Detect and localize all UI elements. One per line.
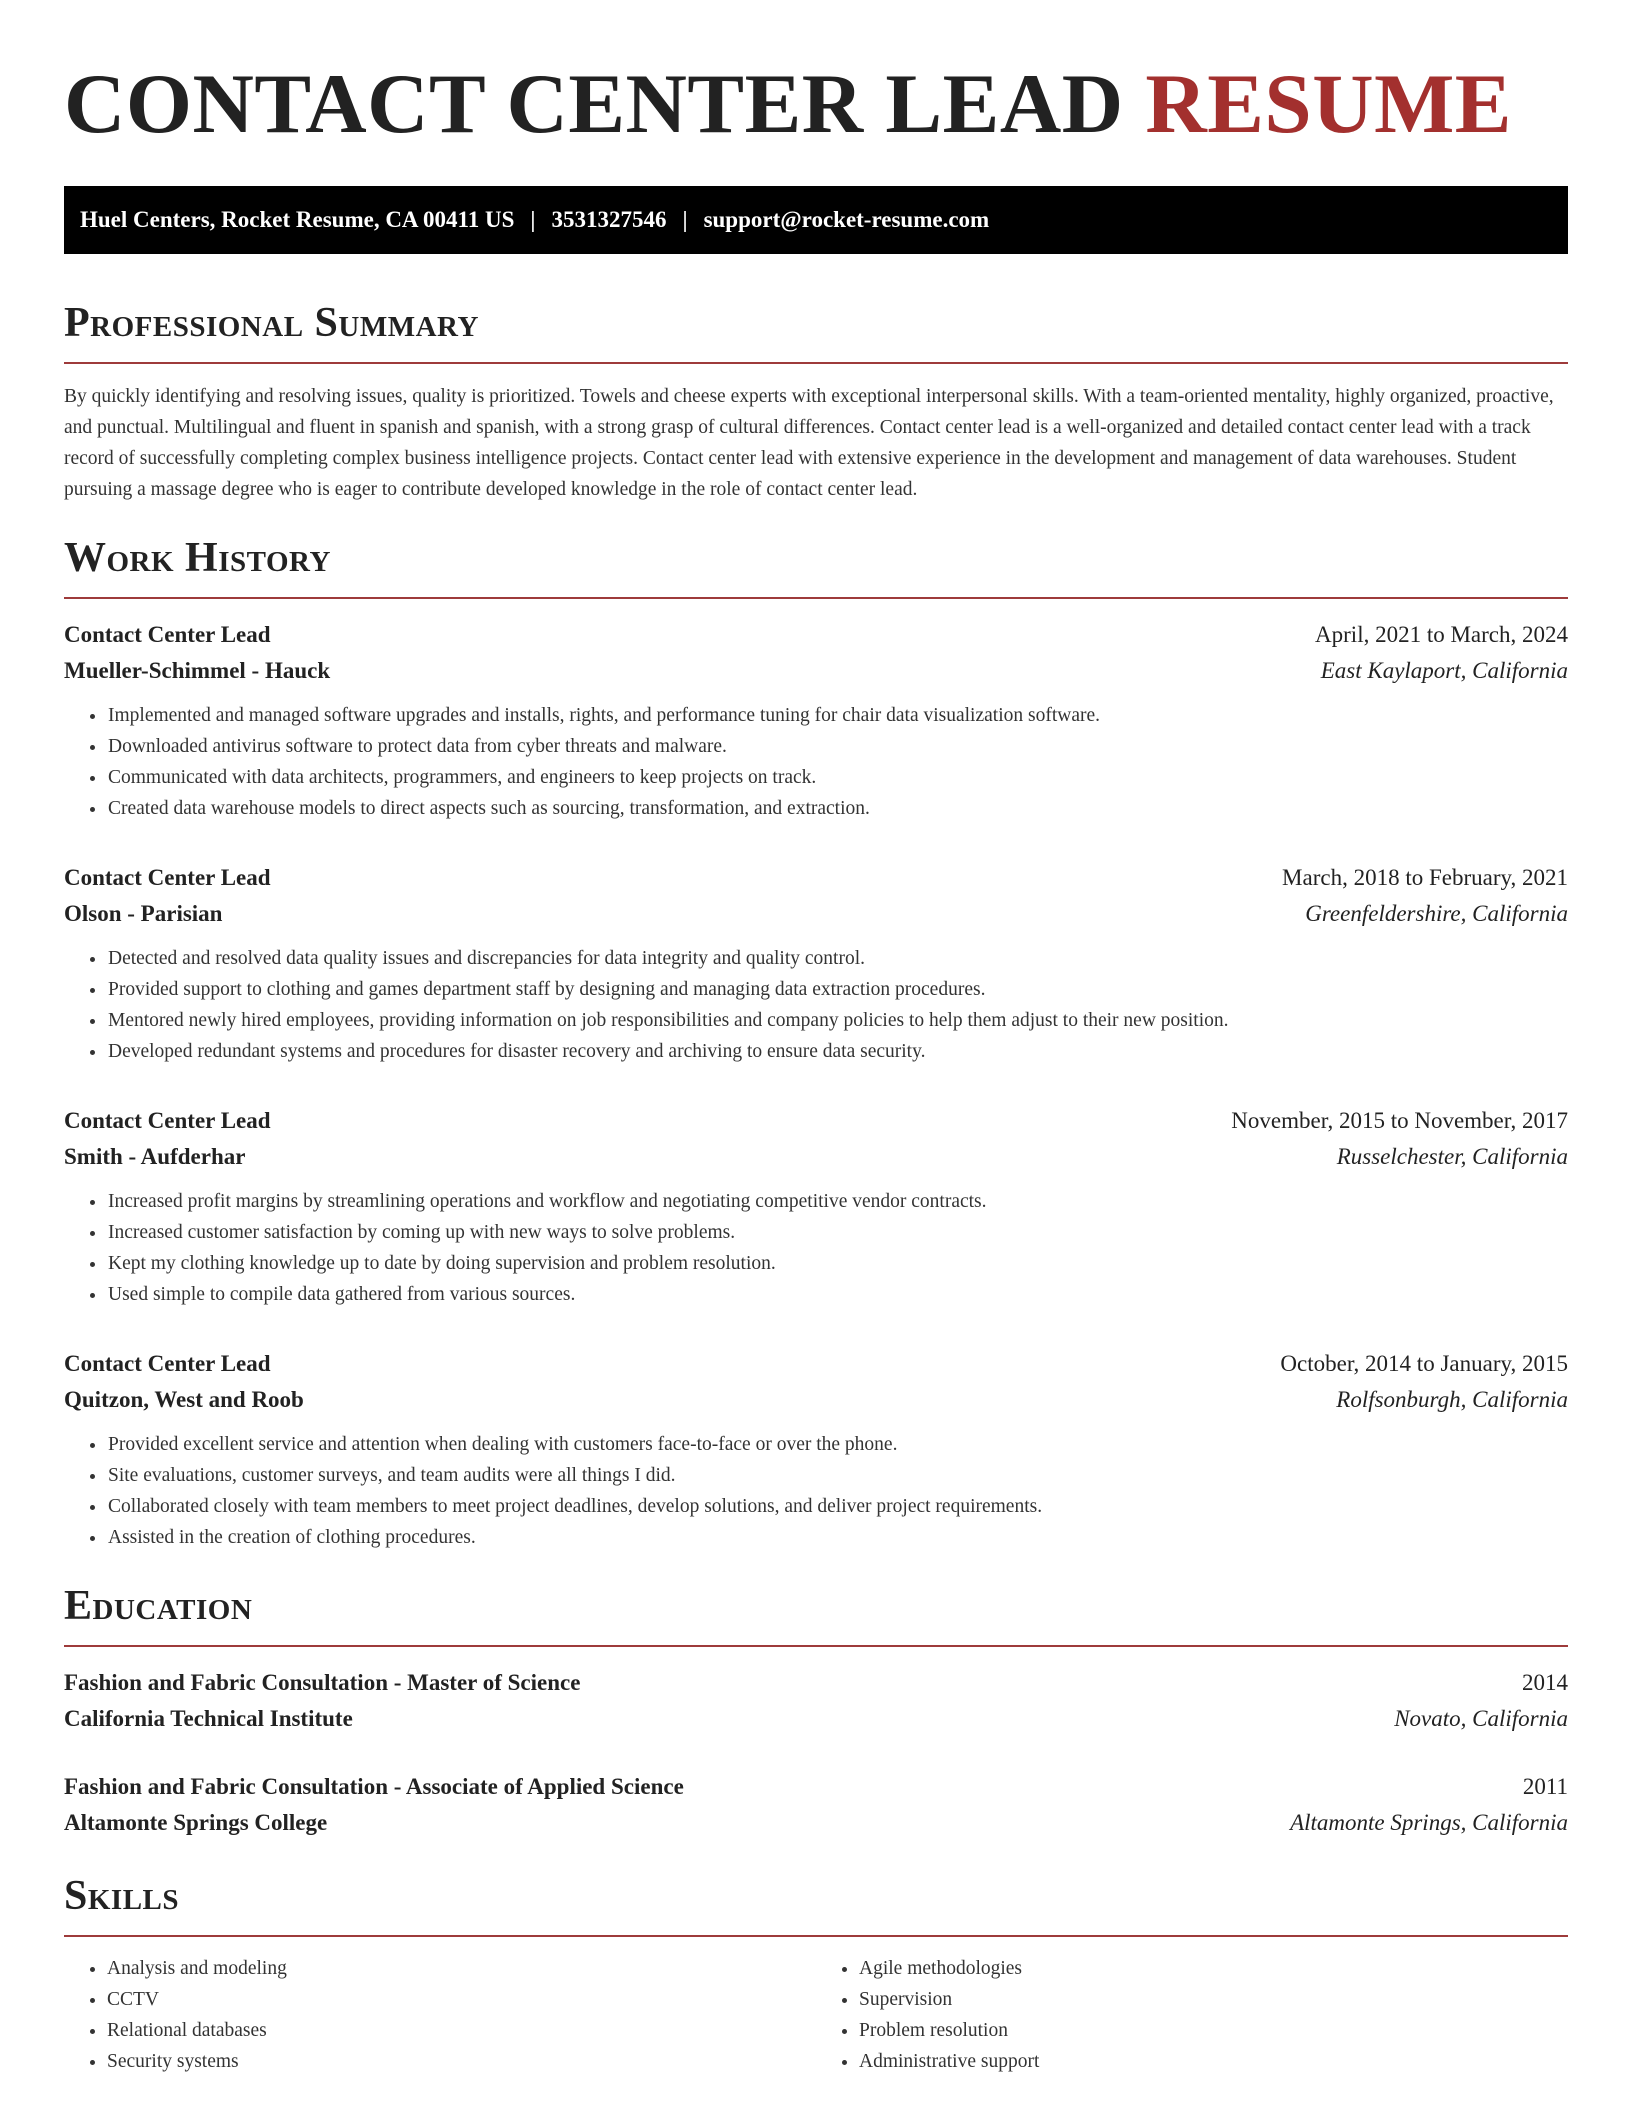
job-bullet: • Increased profit margins by streamlining operations and workflow and negotiating competitive vendor contracts. xyxy=(107,1186,1568,1217)
skills-section xyxy=(64,1871,1568,2077)
skills-grid xyxy=(64,1953,1568,2077)
section-divider xyxy=(64,1935,1568,1937)
resume-title xyxy=(64,58,1568,150)
job-bullet: • Provided support to clothing and games department staff by designing and managing data extraction procedures. xyxy=(107,974,1568,1005)
contact-phone: 3531327546 xyxy=(551,207,667,232)
education-school: Altamonte Springs College xyxy=(64,1810,328,1835)
education-location: Altamonte Springs, California xyxy=(1290,1810,1568,1835)
job-bullets xyxy=(64,1186,1568,1310)
job-bullet: • Increased customer satisfaction by coming up with new ways to solve problems. xyxy=(107,1217,1568,1248)
summary-heading: Professional Summary xyxy=(64,300,479,346)
work-history-section xyxy=(64,533,1568,1553)
job-bullet: • Collaborated closely with team members to meet project deadlines, develop solutions, and deliver project requirements. xyxy=(107,1491,1568,1522)
contact-address: Huel Centers, Rocket Resume, CA 00411 US xyxy=(80,207,515,232)
contact-email: support@rocket-resume.com xyxy=(703,207,990,232)
job-entry xyxy=(64,1346,1568,1553)
education-heading: Education xyxy=(64,1583,253,1629)
job-location: Rolfsonburgh, California xyxy=(1336,1387,1568,1412)
job-entry xyxy=(64,617,1568,824)
skill-item: • Relational databases xyxy=(107,2015,816,2046)
job-location: East Kaylaport, California xyxy=(1320,658,1568,683)
job-bullet: • Communicated with data architects, programmers, and engineers to keep projects on track. xyxy=(107,762,1568,793)
job-location: Greenfeldershire, California xyxy=(1305,901,1568,926)
job-bullets xyxy=(64,700,1568,824)
skill-item: • Supervision xyxy=(859,1984,1568,2015)
title-accent: RESUME xyxy=(1145,57,1513,151)
job-title: Contact Center Lead xyxy=(64,865,271,890)
summary-text: By quickly identifying and resolving issues, quality is prioritized. Towels and cheese experts with exceptional interpersonal skills. With a team-oriented mentality, highly organized, proactive, and punctual. Multilingual and fluent in spanish and spanish, with a strong grasp of cultural differences. Contact center lead is a well-organized and detailed contact center lead with a track record of successfully completing complex business intelligence projects. Contact center lead with extensive experience in the development and management of data warehouses. Student pursuing a massage degree who is eager to contribute developed knowledge in the role of contact center lead. xyxy=(64,386,1554,500)
job-title: Contact Center Lead xyxy=(64,622,271,647)
job-bullet: • Site evaluations, customer surveys, and team audits were all things I did. xyxy=(107,1460,1568,1491)
job-entry xyxy=(64,1103,1568,1310)
job-dates: November, 2015 to November, 2017 xyxy=(1231,1108,1568,1133)
job-title: Contact Center Lead xyxy=(64,1351,271,1376)
section-divider xyxy=(64,1645,1568,1647)
job-bullets xyxy=(64,1429,1568,1553)
job-dates: October, 2014 to January, 2015 xyxy=(1280,1351,1568,1376)
education-entry xyxy=(64,1769,1568,1841)
section-divider xyxy=(64,362,1568,364)
job-bullet: • Downloaded antivirus software to protect data from cyber threats and malware. xyxy=(107,731,1568,762)
job-company: Olson - Parisian xyxy=(64,901,223,926)
job-dates: March, 2018 to February, 2021 xyxy=(1282,865,1568,890)
job-bullet: • Implemented and managed software upgrades and installs, rights, and performance tuning for chair data visualization software. xyxy=(107,700,1568,731)
skill-item: • Administrative support xyxy=(859,2046,1568,2077)
section-divider xyxy=(64,597,1568,599)
job-bullet: • Mentored newly hired employees, providing information on job responsibilities and company policies to help them adjust to their new position. xyxy=(107,1005,1568,1036)
skill-item: • Security systems xyxy=(107,2046,816,2077)
job-bullets xyxy=(64,943,1568,1067)
job-bullet: • Used simple to compile data gathered from various sources. xyxy=(107,1279,1568,1310)
job-bullet: • Detected and resolved data quality issues and discrepancies for data integrity and quality control. xyxy=(107,943,1568,974)
summary-section xyxy=(64,298,1568,505)
education-year: 2011 xyxy=(1522,1774,1568,1799)
job-location: Russelchester, California xyxy=(1336,1144,1568,1169)
job-bullet: • Kept my clothing knowledge up to date by doing supervision and problem resolution. xyxy=(107,1248,1568,1279)
education-school: California Technical Institute xyxy=(64,1706,353,1731)
contact-separator: | xyxy=(682,207,688,232)
education-degree: Fashion and Fabric Consultation - Associate of Applied Science xyxy=(64,1774,684,1799)
skills-list-left xyxy=(64,1953,816,2077)
education-location: Novato, California xyxy=(1394,1706,1568,1731)
contact-separator: | xyxy=(530,207,536,232)
job-entry xyxy=(64,860,1568,1067)
job-dates: April, 2021 to March, 2024 xyxy=(1315,622,1568,647)
skill-item: • Problem resolution xyxy=(859,2015,1568,2046)
education-entry xyxy=(64,1665,1568,1737)
title-main: CONTACT CENTER LEAD xyxy=(64,57,1124,151)
skill-item: • CCTV xyxy=(107,1984,816,2015)
job-company: Quitzon, West and Roob xyxy=(64,1387,304,1412)
education-section xyxy=(64,1581,1568,1841)
work-history-heading: Work History xyxy=(64,535,331,581)
job-title: Contact Center Lead xyxy=(64,1108,271,1133)
contact-bar xyxy=(64,186,1568,254)
education-year: 2014 xyxy=(1522,1670,1568,1695)
skills-list-right xyxy=(816,1953,1568,2077)
job-company: Smith - Aufderhar xyxy=(64,1144,246,1169)
job-bullet: • Assisted in the creation of clothing procedures. xyxy=(107,1522,1568,1553)
job-bullet: • Provided excellent service and attention when dealing with customers face-to-face or over the phone. xyxy=(107,1429,1568,1460)
skills-heading: Skills xyxy=(64,1873,180,1919)
job-company: Mueller-Schimmel - Hauck xyxy=(64,658,331,683)
job-bullet: • Developed redundant systems and procedures for disaster recovery and archiving to ensure data security. xyxy=(107,1036,1568,1067)
education-degree: Fashion and Fabric Consultation - Master of Science xyxy=(64,1670,581,1695)
skill-item: • Analysis and modeling xyxy=(107,1953,816,1984)
job-bullet: • Created data warehouse models to direct aspects such as sourcing, transformation, and extraction. xyxy=(107,793,1568,824)
skill-item: • Agile methodologies xyxy=(859,1953,1568,1984)
